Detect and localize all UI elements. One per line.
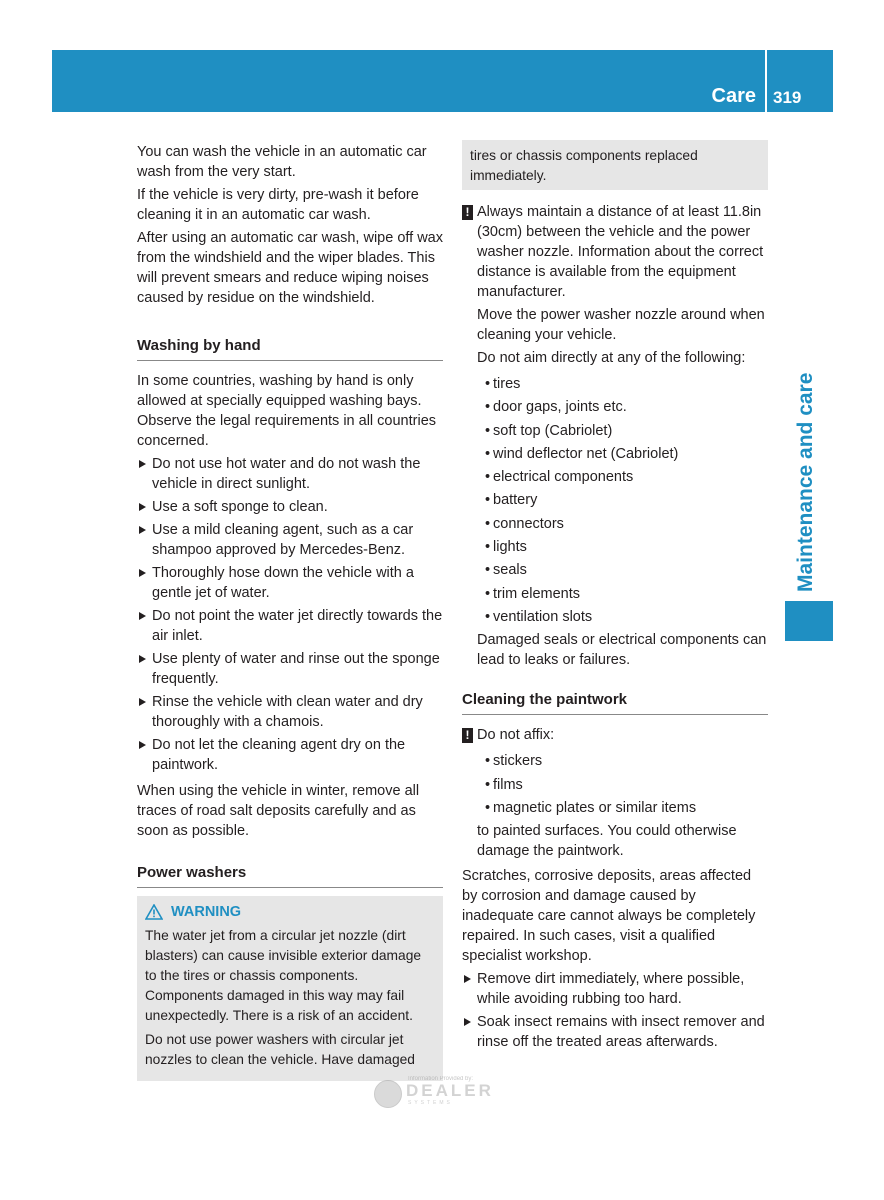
list-item: • stickers <box>493 751 768 771</box>
list-item: • soft top (Cabriolet) <box>493 421 768 441</box>
instruction-step: Rinse the vehicle with clean water and dry thoroughly with a chamois. <box>137 692 443 732</box>
notice-text: Always maintain a distance of at least 11.8in (30cm) between the vehicle and the power washer nozzle. Information about the correct distance is available from the equipment manufacturer. <box>477 204 764 300</box>
dealer-systems-watermark: Information Provided by: DEALER SYSTEMS <box>372 1075 504 1109</box>
list-item: • seals <box>493 560 768 580</box>
notice-block <box>462 725 768 745</box>
section-title: Care <box>711 85 756 107</box>
arrow-icon <box>139 460 146 468</box>
paragraph: Scratches, corrosive deposits, areas affected by corrosion and damage caused by inadequate care cannot always be completely repaired. In such cases, visit a qualified specialist workshop. <box>462 868 756 965</box>
list-item: • films <box>493 775 768 795</box>
bullet-list <box>462 751 768 818</box>
warning-triangle-icon <box>145 904 163 920</box>
page-number: 319 <box>773 88 802 107</box>
instruction-step: Remove dirt immediately, where possible, while avoiding rubbing too hard. <box>462 969 768 1009</box>
bullet-list <box>462 374 768 627</box>
warning-label: WARNING <box>171 904 242 920</box>
chapter-tab-label: Maintenance and care <box>794 372 817 592</box>
arrow-icon <box>139 569 146 577</box>
arrow-icon <box>139 526 146 534</box>
arrow-icon <box>464 1018 471 1026</box>
notice-text: to painted surfaces. You could otherwise damage the paintwork. <box>477 823 737 860</box>
section-heading: Cleaning the paintwork <box>462 690 768 715</box>
notice-block <box>462 202 768 368</box>
paragraph: In some countries, washing by hand is only allowed at specially equipped washing bays. Observe the legal requirements in all countries concerned. <box>137 373 437 449</box>
list-item: • trim elements <box>493 584 768 604</box>
notice-text: Move the power washer nozzle around when cleaning your vehicle. <box>477 307 765 343</box>
warning-text: The water jet from a circular jet nozzle (dirt blasters) can cause invisible exterior damage to the tires or chassis components. Components damaged in this way may fail unexpectedly. There is a risk of an accident. <box>145 928 422 1023</box>
instruction-step: Do not let the cleaning agent dry on the paintwork. <box>137 735 443 775</box>
arrow-icon <box>139 612 146 620</box>
notice-text: Do not affix: <box>477 727 555 744</box>
left-column <box>137 142 443 1081</box>
paragraph: If the vehicle is very dirty, pre-wash it before cleaning it in an automatic car wash. <box>137 187 419 223</box>
arrow-icon <box>139 698 146 706</box>
header-divider <box>765 50 767 112</box>
notice-text: Damaged seals or electrical components can lead to leaks or failures. <box>477 632 767 669</box>
warning-text: Do not use power washers with circular jet nozzles to clean the vehicle. Have damaged <box>145 1032 415 1067</box>
list-item: • lights <box>493 537 768 557</box>
list-item: • tires <box>493 374 768 394</box>
arrow-icon <box>139 655 146 663</box>
instruction-step: Soak insect remains with insect remover and rinse off the treated areas afterwards. <box>462 1012 768 1052</box>
arrow-icon <box>139 741 146 749</box>
logo-emblem <box>374 1080 402 1108</box>
instruction-step: Thoroughly hose down the vehicle with a gentle jet of water. <box>137 563 443 603</box>
paragraph: You can wash the vehicle in an automatic car wash from the very start. <box>137 144 427 180</box>
instruction-step: Do not use hot water and do not wash the vehicle in direct sunlight. <box>137 454 443 494</box>
instruction-step: Use a mild cleaning agent, such as a car shampoo approved by Mercedes-Benz. <box>137 520 443 560</box>
section-heading: Power washers <box>137 863 443 888</box>
list-item: • battery <box>493 490 768 510</box>
section-heading: Washing by hand <box>137 336 443 361</box>
warning-header <box>145 902 435 922</box>
list-item: • connectors <box>493 514 768 534</box>
paragraph: After using an automatic car wash, wipe off wax from the windshield and the wiper blades. This will prevent smears and reduce wiping noises caused by residue on the windshield. <box>137 230 443 306</box>
list-item: • magnetic plates or similar items <box>493 798 768 818</box>
instruction-step: Do not point the water jet directly towards the air inlet. <box>137 606 443 646</box>
instruction-step: Use a soft sponge to clean. <box>137 497 443 517</box>
warning-box-continued: tires or chassis components replaced immediately. <box>462 140 768 190</box>
list-item: • ventilation slots <box>493 607 768 627</box>
chapter-tab-marker <box>785 601 833 641</box>
notice-text: Do not aim directly at any of the following: <box>477 350 746 366</box>
warning-box <box>137 896 443 1081</box>
exclamation-icon: ! <box>462 205 473 220</box>
exclamation-icon: ! <box>462 728 473 743</box>
arrow-icon <box>139 503 146 511</box>
list-item: • electrical components <box>493 467 768 487</box>
arrow-icon <box>464 975 471 983</box>
list-item: • door gaps, joints etc. <box>493 397 768 417</box>
paragraph: When using the vehicle in winter, remove all traces of road salt deposits carefully and as soon as possible. <box>137 783 420 839</box>
right-column <box>462 142 768 1055</box>
list-item: • wind deflector net (Cabriolet) <box>493 444 768 464</box>
instruction-step: Use plenty of water and rinse out the sponge frequently. <box>137 649 443 689</box>
